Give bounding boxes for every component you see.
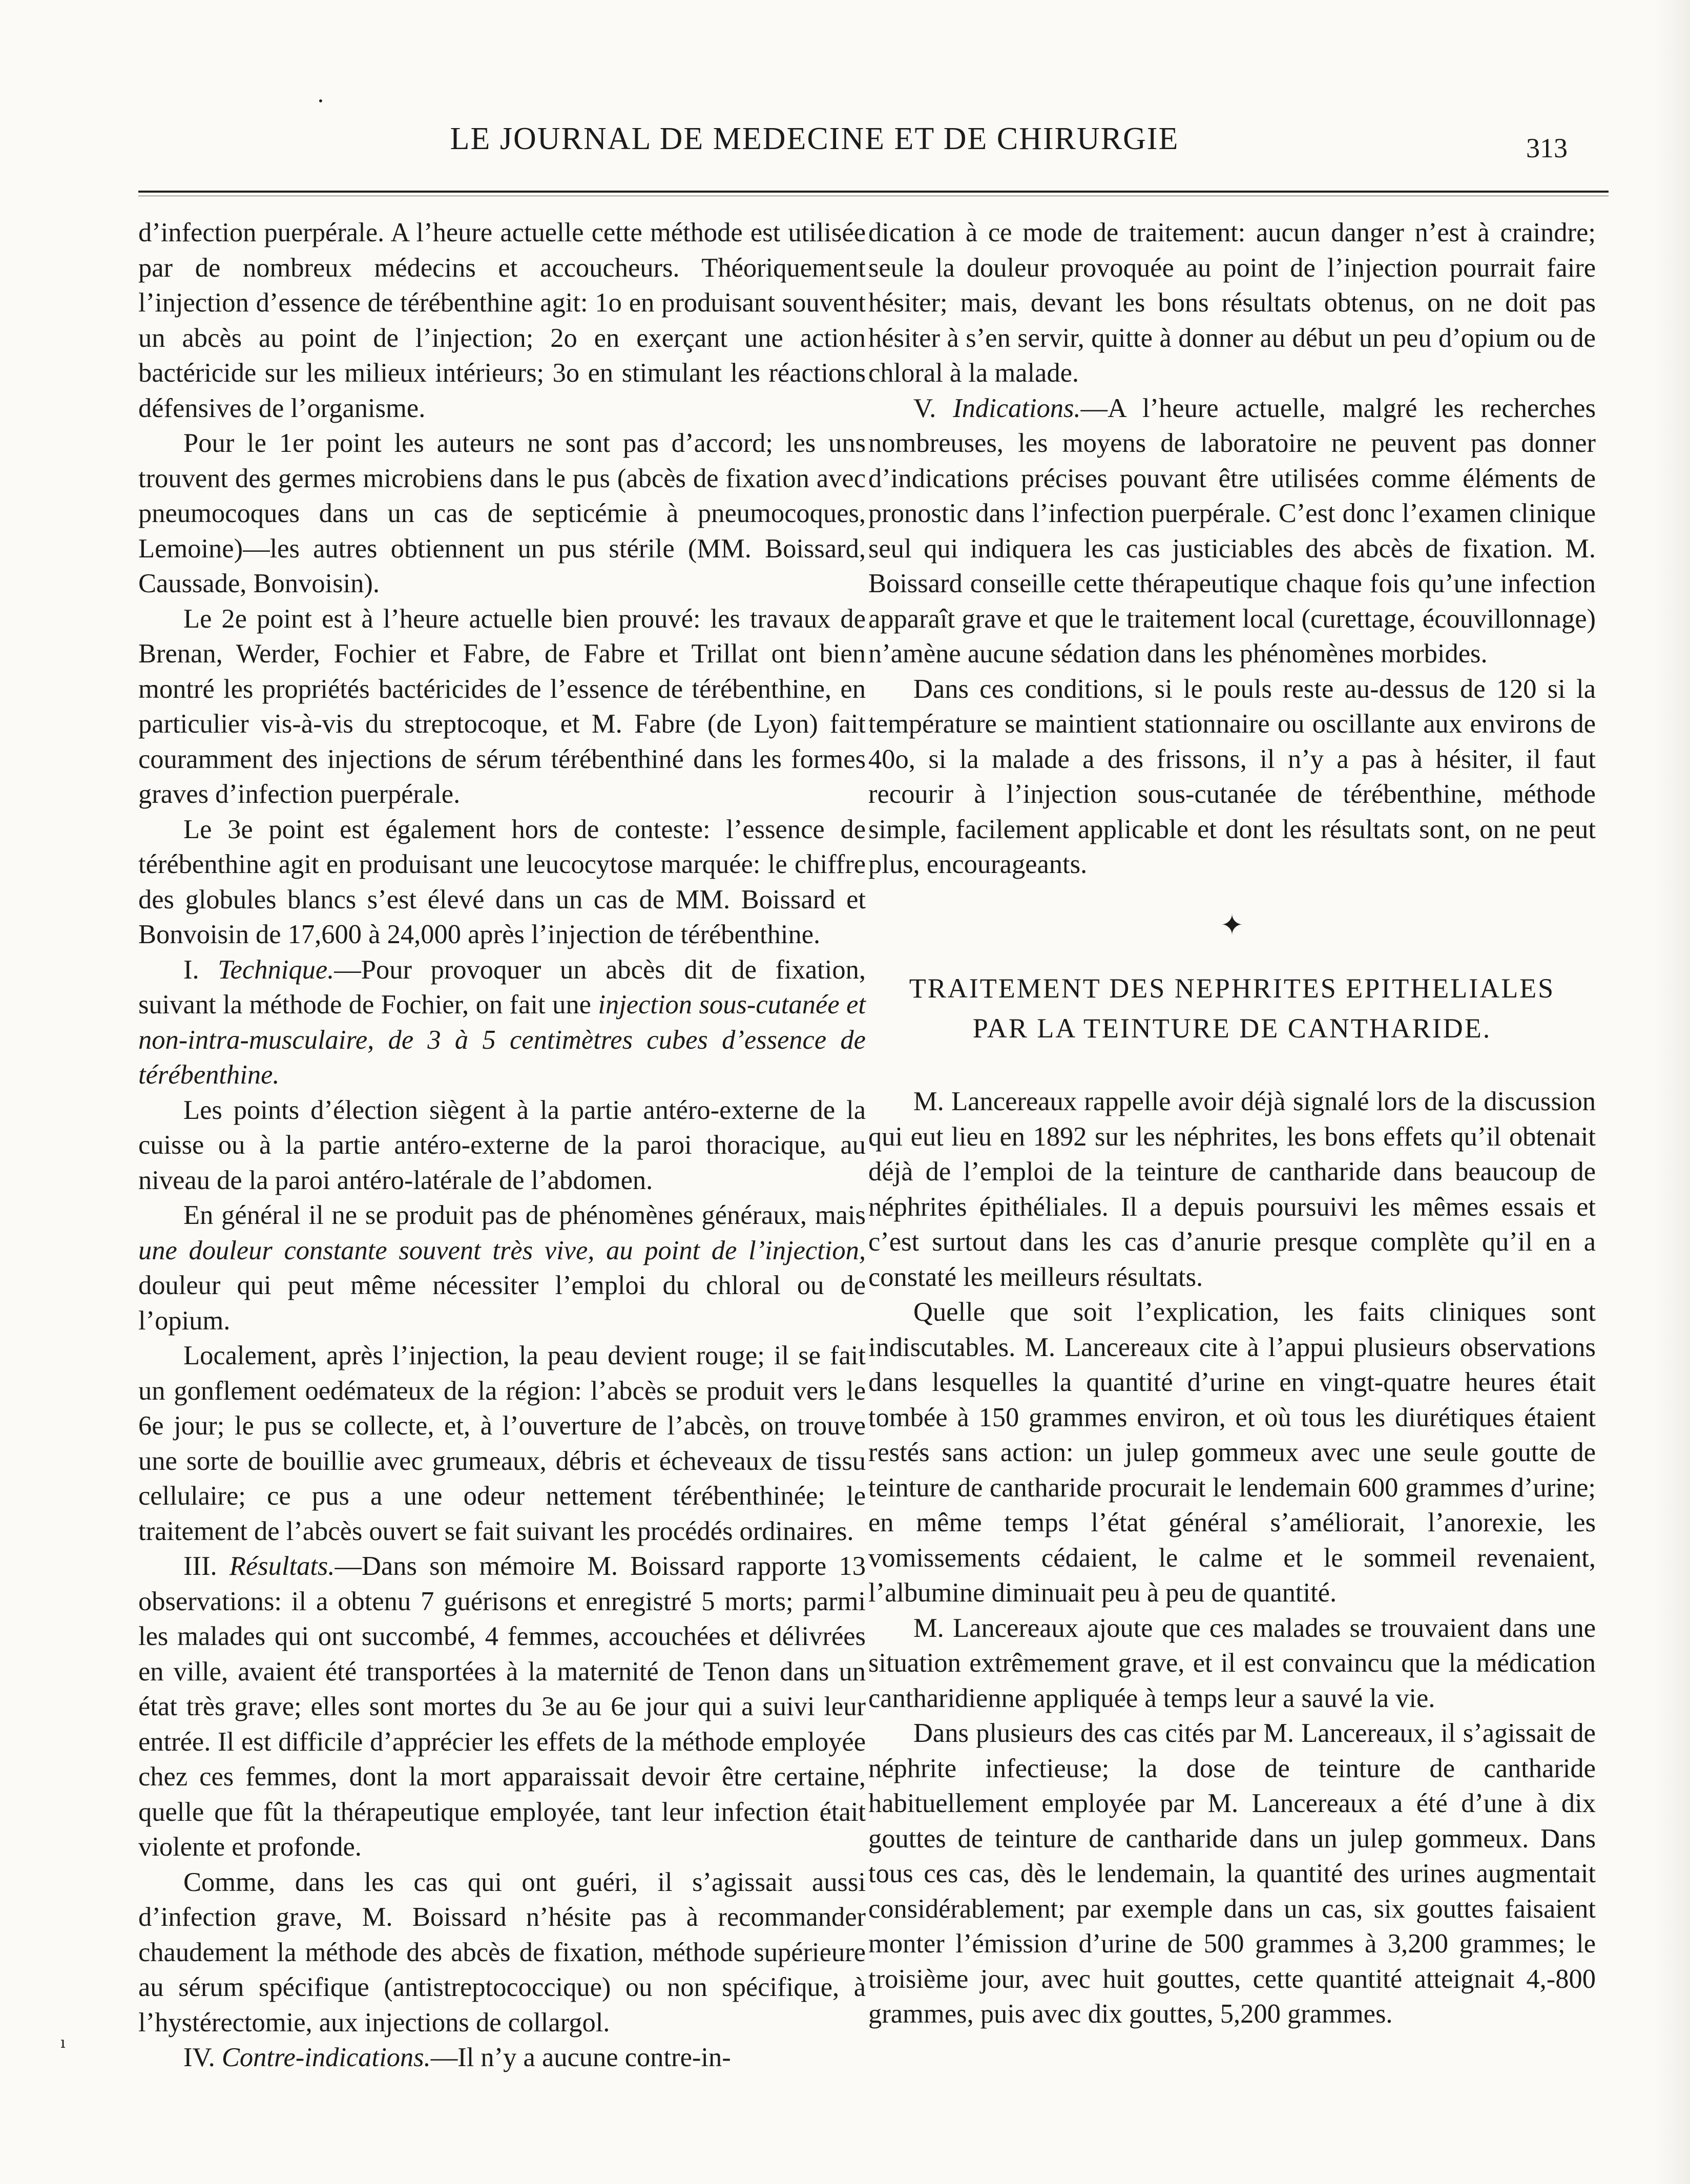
article-title: [868, 968, 1596, 1048]
paragraph: [138, 1198, 866, 1338]
paragraph-contre-indications: [138, 2040, 866, 2075]
paragraph: Le 3e point est également hors de conteste: l’essence de térébenthine agit en produisant une leucocytose marquée: le chiffre des globules blancs s’est élevé dans un cas de MM. Boissard et Bonvoisin de 17,600 à 24,000 après l’injection de térébenthine.: [138, 814, 866, 949]
subheading-indications: Indications.: [953, 393, 1081, 423]
article-title-line: PAR LA TEINTURE DE CANTHARIDE.: [972, 1013, 1492, 1044]
text: douleur qui peut même nécessiter l’emploi du chloral ou de l’opium.: [138, 1271, 866, 1336]
paragraph-resultats: [138, 1549, 866, 1865]
paragraph-technique: [138, 952, 866, 1093]
ink-mark: ı: [60, 2034, 66, 2052]
paragraph: d’infection puerpérale. A l’heure actuelle cette méthode est utilisée par de nombreux médecins et accoucheurs. Théoriquement l’injection d’essence de térébenthine agit: 1o en produisant souvent un abcès au point de l’injection; 2o en exerçant une action bactéricide sur les milieux intérieurs; 3o en stimulant les réactions défensives de l’organisme.: [138, 218, 866, 423]
header-rule: [138, 191, 1609, 193]
subheading-contre-indications: Contre-indications.: [221, 2043, 431, 2072]
italic-text: injection sous-cutanée et non-intra-musculaire, de 3 à 5 centimètres cubes d’essence de térébenthine.: [138, 990, 866, 1090]
paragraph: Les points d’élection siègent à la partie antéro-externe de la cuisse ou à la partie antéro-externe de la paroi thoracique, au niveau de la paroi antéro-latérale de l’abdomen.: [138, 1095, 866, 1195]
page-number: 313: [1526, 133, 1568, 163]
text: En général il ne se produit pas de phénomènes généraux, mais: [183, 1200, 866, 1230]
section-number: V.: [913, 393, 953, 423]
paragraph-indications: [868, 391, 1596, 672]
paragraph: Pour le 1er point les auteurs ne sont pas d’accord; les uns trouvent des germes microbiens dans le pus (abcès de fixation avec pneumocoques dans un cas de septicémie à pneumocoques, Lemoine)—les autres obtiennent un pus stérile (MM. Boissard, Caussade, Bonvoisin).: [138, 428, 866, 598]
paragraph: Quelle que soit l’explication, les faits cliniques sont indiscutables. M. Lancereaux cite à l’appui plusieurs observations dans lesquelles la quantité d’urine en vingt-quatre heures était tombée à 150 grammes environ, et où tous les diurétiques étaient restés sans action: un julep gommeux avec une seule goutte de teinture de cantharide procurait le lendemain 600 grammes d’urine; en même temps l’état général s’améliorait, l’anorexie, les vomissements cédaient, le calme et le sommeil revenaient, l’albumine diminuait peu à peu de quantité.: [868, 1297, 1596, 1608]
section-number: I.: [183, 954, 218, 985]
paragraph: Dans plusieurs des cas cités par M. Lancereaux, il s’agissait de néphrite infectieuse; la dose de teinture de cantharide habituellement employée par M. Lancereaux a été d’une à dix gouttes de teinture de cantharide dans un julep gommeux. Dans tous ces cas, dès le lendemain, la quantité des urines augmentait considérablement; par exemple dans un cas, six gouttes faisaient monter l’émission d’urine de 500 grammes à 3,200 grammes; le troisième jour, avec huit gouttes, cette quantité atteignait 4,-800 grammes, puis avec dix gouttes, 5,200 grammes.: [868, 1718, 1596, 2029]
text: —A l’heure actuelle, malgré les recherches nombreuses, les moyens de laboratoire ne peuvent pas donner d’indications précises pouvant être utilisées comme éléments de pronostic dans l’infection puerpérale. C’est donc l’examen clinique seul qui indiquera les cas justiciables des abcès de fixation. M. Boissard conseille cette thérapeutique chaque fois qu’une infection apparaît grave et que le traitement local (curettage, écouvillonnage) n’amène aucune sédation dans les phénomènes morbides.: [868, 393, 1596, 669]
text: —Pour provoquer un abcès dit de fixation, suivant la méthode de Fochier, on fait une: [138, 954, 866, 1020]
ink-mark: •: [318, 95, 324, 107]
section-ornament: ✦: [1220, 909, 1244, 941]
running-header: [149, 117, 1583, 178]
right-column: [868, 215, 1596, 2032]
paragraph: dication à ce mode de traitement: aucun danger n’est à craindre; seule la douleur provoquée au point de l’injection pourrait faire hésiter; mais, devant les bons résultats obtenus, on ne doit pas hésiter à s’en servir, quitte à donner au début un peu d’opium ou de chloral à la malade.: [868, 218, 1596, 388]
paragraph: Comme, dans les cas qui ont guéri, il s’agissait aussi d’infection grave, M. Boissard n’hésite pas à recommander chaudement la méthode des abcès de fixation, méthode supérieure au sérum spécifique (antistreptococcique) ou non spécifique, à l’hystérectomie, aux injections de collargol.: [138, 1867, 866, 2037]
text: —Dans son mémoire M. Boissard rapporte 13 observations: il a obtenu 7 guérisons et enregistré 5 morts; parmi les malades qui ont succombé, 4 femmes, accouchées et délivrées en ville, avaient été transportées à la maternité de Tenon dans un état très grave; elles sont mortes du 3e au 6e jour qui a suivi leur entrée. Il est difficile d’apprécier les effets de la méthode employée chez ces femmes, dont la mort apparaissait devoir être certaine, quelle que fût la thérapeutique employée, tant leur infection était violente et profonde.: [138, 1551, 866, 1862]
section-number: IV.: [183, 2043, 222, 2072]
journal-title: LE JOURNAL DE MEDECINE ET DE CHIRURGIE: [450, 121, 1179, 156]
page-edge-shadow: [1654, 0, 1690, 2184]
paragraph: Localement, après l’injection, la peau devient rouge; il se fait un gonflement oedémateux de la région: l’abcès se produit vers le 6e jour; le pus se collecte, et, à l’ouverture de l’abcès, on trouve une sorte de bouillie avec grumeaux, débris et écheveaux de tissu cellulaire; ce pus a une odeur nettement térébenthinée; le traitement de l’abcès ouvert se fait suivant les procédés ordinaires.: [138, 1341, 866, 1546]
paragraph: M. Lancereaux ajoute que ces malades se trouvaient dans une situation extrêmement grave, et il est convaincu que la médication cantharidienne appliquée à temps leur a sauvé la vie.: [868, 1613, 1596, 1713]
text: —Il n’y a aucune contre-in-: [430, 2043, 731, 2072]
paragraph: M. Lancereaux rappelle avoir déjà signalé lors de la discussion qui eut lieu en 1892 sur les néphrites, les bons effets qu’il obtenait déjà de l’emploi de la teinture de cantharide dans beaucoup de néphrites épithéliales. Il a depuis poursuivi les mêmes essais et c’est surtout dans les cas d’anurie presque complète qu’il en a constaté les meilleurs résultats.: [868, 1087, 1596, 1292]
italic-text: une douleur constante souvent très vive, au point de l’injection,: [138, 1235, 866, 1265]
subheading-technique: Technique.: [218, 954, 335, 985]
paragraph: Le 2e point est à l’heure actuelle bien prouvé: les travaux de Brenan, Werder, Fochier et Fabre, de Fabre et Trillat ont bien montré les propriétés bactéricides de l’essence de térébenthine, en particulier vis-à-vis du streptocoque, et M. Fabre (de Lyon) fait couramment des injections de sérum térébenthiné dans les formes graves d’infection puerpérale.: [138, 604, 866, 809]
article-title-line: TRAITEMENT DES NEPHRITES EPITHELIALES: [909, 973, 1555, 1004]
paragraph: Dans ces conditions, si le pouls reste au-dessus de 120 si la température se maintient stationnaire ou oscillante aux environs de 40o, si la malade a des frissons, il n’y a pas à hésiter, il faut recourir à l’injection sous-cutanée de térébenthine, méthode simple, facilement applicable et dont les résultats sont, on ne peut plus, encourageants.: [868, 674, 1596, 879]
section-number: III.: [183, 1551, 229, 1581]
left-column: [138, 215, 866, 2075]
subheading-resultats: Résultats.: [229, 1551, 335, 1581]
